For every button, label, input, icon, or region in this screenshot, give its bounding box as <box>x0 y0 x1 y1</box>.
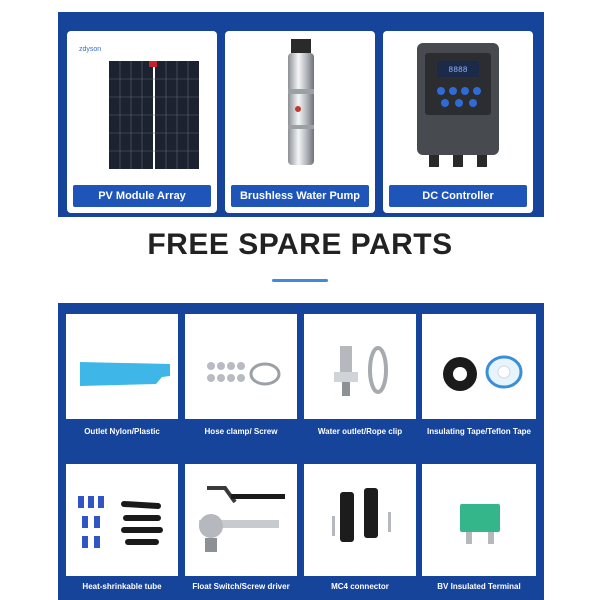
pv-module-label: PV Module Array <box>73 185 211 207</box>
product-card-water-pump[interactable] <box>225 31 375 213</box>
mc4-connector-label: MC4 connector <box>331 582 389 591</box>
free-spare-parts-heading: FREE SPARE PARTS <box>147 228 453 261</box>
water-pump-label: Brushless Water Pump <box>231 185 369 207</box>
heat-shrink-tube-image <box>66 464 178 576</box>
insulating-tape-label: Insulating Tape/Teflon Tape <box>426 427 531 436</box>
part-insulating-tape[interactable] <box>422 314 536 419</box>
water-outlet-image <box>304 314 416 419</box>
heading-underline <box>272 279 328 282</box>
product-card-dc-controller[interactable] <box>383 31 533 213</box>
mc4-connector-image <box>304 464 416 576</box>
part-hose-clamp[interactable] <box>185 314 297 419</box>
bv-terminal-image <box>422 464 536 576</box>
part-water-outlet[interactable] <box>304 314 416 419</box>
water-pump-image <box>225 31 375 179</box>
part-mc4-connector[interactable] <box>304 464 416 576</box>
outlet-nylon-label: Outlet Nylon/Plastic <box>84 427 160 436</box>
hose-clamp-image <box>185 314 297 419</box>
bv-terminal-label: BV Insulated Terminal <box>437 582 521 591</box>
product-card-pv-module[interactable] <box>67 31 217 213</box>
main-products-panel <box>58 12 544 217</box>
pv-module-image <box>67 31 217 179</box>
dc-controller-image <box>383 31 533 179</box>
part-float-switch[interactable] <box>185 464 297 576</box>
spare-parts-panel <box>58 303 544 600</box>
float-switch-label: Float Switch/Screw driver <box>192 582 290 591</box>
water-outlet-label: Water outlet/Rope clip <box>317 427 403 436</box>
part-outlet-nylon[interactable] <box>66 314 178 419</box>
part-bv-terminal[interactable] <box>422 464 536 576</box>
svg-text:8888: 8888 <box>448 66 468 75</box>
outlet-nylon-image <box>66 314 178 419</box>
insulating-tape-image <box>422 314 536 419</box>
hose-clamp-label: Hose clamp/ Screw <box>204 427 278 436</box>
brand-logo: zdyson <box>79 46 102 53</box>
dc-controller-label: DC Controller <box>389 185 527 207</box>
float-switch-image <box>185 464 297 576</box>
heat-shrink-tube-label: Heat-shrinkable tube <box>82 582 162 591</box>
part-heat-shrink-tube[interactable] <box>66 464 178 576</box>
